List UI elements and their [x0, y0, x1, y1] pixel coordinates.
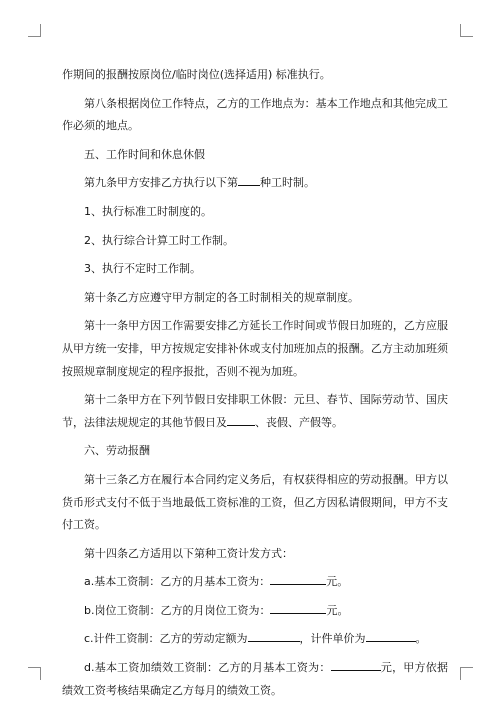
- list-item: 1、执行标准工时制度的。: [84, 204, 212, 218]
- crop-mark-bottom-left: [28, 667, 41, 680]
- text-run: 元。: [326, 603, 349, 617]
- paragraph: 第十条乙方应遵守甲方制定的各工时制相关的规章制度。: [84, 290, 359, 304]
- section-heading: 五、工作时间和休息休假: [84, 147, 205, 161]
- text-run: 第十二条甲方在下列节假日安排职工休假：元旦、春节、国际劳动节、国庆节，法律法规规定的其他节假日及: [62, 393, 448, 429]
- paragraph: 第十三条乙方在履行本合同约定义务后，有权获得相应的劳动报酬。甲方以货币形式支付不低于当地最低工资标准的工资，但乙方因私请假期间，甲方不支付工资。: [62, 472, 448, 532]
- list-item: 3、执行不定时工作制。: [84, 262, 201, 276]
- paragraph: [62, 571, 448, 594]
- text-run: 元，甲方依据绩效工资考核结果确定乙方每月的绩效工资。: [62, 661, 449, 697]
- text-run: 元。: [326, 575, 349, 589]
- paragraph: [62, 172, 448, 195]
- text-run: 、丧假、产假等。: [255, 415, 343, 429]
- paragraph: [62, 657, 448, 702]
- fill-blank: [248, 629, 300, 642]
- crop-mark-top-left: [28, 24, 41, 37]
- paragraph: [62, 628, 448, 651]
- paragraph: [62, 389, 448, 434]
- paragraph: 第十一条甲方因工作需要安排乙方延长工作时间或节假日加班的，乙方应服从甲方统一安排，甲方按规定安排补休或支付加班加点的报酬。乙方主动加班须按照规章制度规定的程序报批，否则不视为加班。: [62, 319, 448, 378]
- fill-blank: [366, 629, 416, 642]
- text-run: 种工时制。: [260, 176, 315, 190]
- text-run: 第九条甲方安排乙方执行以下第: [84, 176, 238, 190]
- document-body: [62, 64, 448, 708]
- text-run: d.基本工资加绩效工资制：乙方的月基本工资为：: [84, 661, 331, 675]
- fill-blank: [270, 572, 326, 585]
- text-run: a.基本工资制：乙方的月基本工资为：: [84, 575, 271, 589]
- text-run: ，计件单价为: [299, 632, 366, 646]
- section-heading: 六、劳动报酬: [84, 444, 150, 458]
- text-run: c.计件工资制：乙方的劳动定额为: [84, 632, 248, 646]
- list-item: 2、执行综合计算工时工作制。: [84, 233, 234, 247]
- fill-blank: [270, 601, 326, 614]
- fill-blank: [238, 173, 260, 186]
- paragraph: 第十四条乙方适用以下第种工资计发方式：: [84, 546, 293, 560]
- paragraph: [62, 600, 448, 623]
- paragraph: 第八条根据岗位工作特点，乙方的工作地点为：基本工作地点和其他完成工作必须的地点。: [62, 96, 448, 133]
- crop-mark-top-right: [460, 24, 473, 37]
- fill-blank: [227, 413, 255, 426]
- text-run: b.岗位工资制：乙方的月岗位工资为：: [84, 603, 271, 617]
- text-run: 。: [415, 632, 427, 646]
- paragraph: 作期间的报酬按原岗位/临时岗位(选择适用) 标准执行。: [62, 68, 331, 81]
- fill-blank: [331, 658, 381, 671]
- crop-mark-bottom-right: [460, 667, 473, 680]
